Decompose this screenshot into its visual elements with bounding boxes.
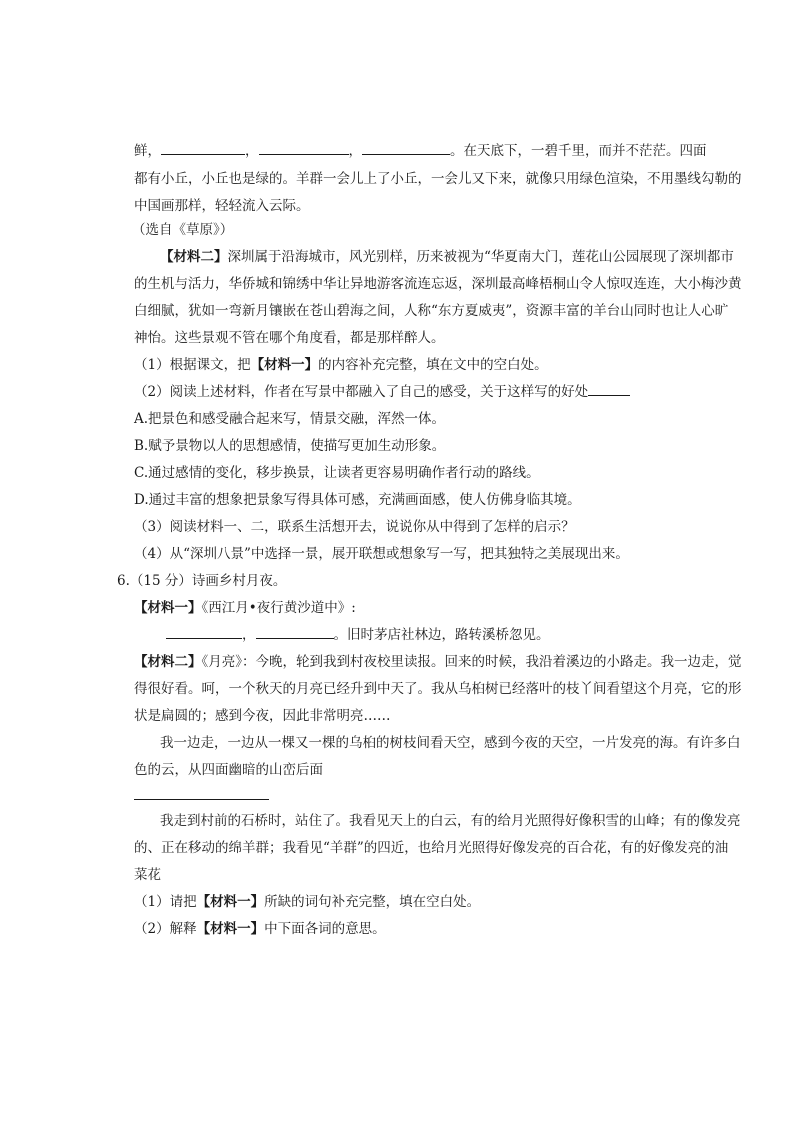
material1-line-1 bbox=[134, 141, 707, 161]
question-1 bbox=[134, 355, 548, 375]
option-d: D.通过丰富的想象把景象写得具体可感，充满画面感，使人仿佛身临其境。 bbox=[134, 492, 581, 508]
material2-moon-line-1 bbox=[134, 652, 742, 672]
material2-tag: 【材料二】 bbox=[160, 249, 228, 265]
text: 鲜， bbox=[134, 143, 161, 159]
text: （2）阅读上述材料，作者在写景中都融入了自己的感受，关于这样写的好处 bbox=[134, 384, 589, 400]
material2-line-4: 神怡。这些景观不管在哪个角度看，都是那样醉人。 bbox=[134, 330, 445, 346]
paragraph2-line-2: 色的云，从四面幽暗的山峦后面 bbox=[134, 762, 323, 778]
text: 所缺的词句补充完整，填在空白处。 bbox=[264, 894, 481, 910]
material1-line-3: 中国画那样，轻轻流入云际。 bbox=[134, 198, 310, 214]
paragraph3-line-2: 的、正在移动的绵羊群；我看见“羊群”的四近，也给月光照得好像发亮的百合花，有的好像发亮的油 bbox=[134, 840, 729, 856]
text: 深圳属于沿海城市，风光别样，历来被视为“华夏南大门，莲花山公园展现了深圳都市 bbox=[227, 249, 734, 265]
poem-blank-2[interactable] bbox=[256, 626, 334, 639]
material2-moon-line-2: 得很好看。呵，一个秋天的月亮已经升到中天了。我从乌桕树已经落叶的枝丫间看望这个月亮，它的形 bbox=[134, 681, 742, 697]
material1-line-2: 都有小丘，小丘也是绿的。羊群一会儿上了小丘，一会儿又下来，就像只用绿色渲染，不用墨线勾勒的 bbox=[134, 171, 742, 187]
material-tag: 【材料一】 bbox=[134, 600, 202, 616]
question-4: （4）从“深圳八景”中选择一景，展开联想或想象写一写，把其独特之美展现出来。 bbox=[134, 546, 629, 562]
fill-blank-3[interactable] bbox=[362, 142, 450, 155]
text: 中下面各词的意思。 bbox=[264, 921, 386, 937]
material-tag: 【材料一】 bbox=[196, 921, 265, 937]
question-3: （3）阅读材料一、二，联系生活想开去，说说你从中得到了怎样的启示？ bbox=[134, 519, 575, 535]
material-tag: 【材料一】 bbox=[196, 894, 265, 910]
text: 。在天底下，一碧千里，而并不茫茫。四面 bbox=[450, 143, 707, 159]
option-b: B.赋予景物以人的思想感情，使描写更加生动形象。 bbox=[134, 438, 446, 454]
question-6-1 bbox=[134, 892, 480, 912]
poem-title: 《西江月•夜行黄沙道中》: bbox=[201, 600, 356, 616]
question-6-2 bbox=[134, 919, 386, 939]
material2-line-2: 的生机与活力，华侨城和锦绣中华让异地游客流连忘返，深圳最高峰梧桐山令人惊叹连连，大小梅沙黄 bbox=[134, 276, 742, 292]
text: ， bbox=[242, 627, 256, 643]
material2-moon-line-3: 状是扁圆的；感到今夜，因此非常明亮…… bbox=[134, 708, 391, 724]
material2-line-3: 白细腻，犹如一弯新月镶嵌在苍山碧海之间，人称“东方夏威夷”，资源丰富的羊台山同时也让人心旷 bbox=[134, 303, 729, 319]
paragraph2-line-1: 我一边走，一边从一棵又一棵的乌桕的树枝间看天空，感到今夜的天空，一片发亮的海。有许多白 bbox=[160, 735, 741, 751]
text: 《月亮》：今晚，轮到我到村夜校里读报。回来的时候，我沿着溪边的小路走。我一边走，觉 bbox=[201, 654, 742, 670]
poem-line bbox=[166, 625, 550, 645]
fill-blank-1[interactable] bbox=[161, 142, 245, 155]
question-2 bbox=[134, 382, 630, 402]
fill-blank-2[interactable] bbox=[259, 142, 349, 155]
answer-blank-line[interactable] bbox=[134, 799, 269, 800]
material2-line-1 bbox=[160, 247, 734, 267]
material-tag: 【材料二】 bbox=[134, 654, 202, 670]
text: ， bbox=[245, 143, 259, 159]
answer-blank[interactable] bbox=[588, 383, 630, 396]
material1-title bbox=[134, 598, 356, 618]
text: ， bbox=[348, 143, 362, 159]
paragraph3-line-1: 我走到村前的石桥时，站住了。我看见天上的白云，有的给月光照得好像积雪的山峰；有的像发亮 bbox=[160, 813, 741, 829]
paragraph3-line-3: 菜花 bbox=[134, 867, 161, 883]
text: （1）请把 bbox=[134, 894, 197, 910]
question-6-heading: 6.（15 分）诗画乡村月夜。 bbox=[117, 573, 287, 589]
text: 的内容补充完整，填在文中的空白处。 bbox=[318, 357, 548, 373]
material-tag: 【材料一】 bbox=[250, 357, 319, 373]
source-note: （选自《草原》） bbox=[132, 222, 234, 238]
text: （1）根据课文，把 bbox=[134, 357, 251, 373]
poem-blank-1[interactable] bbox=[166, 626, 242, 639]
text: 。旧时茅店社林边，路转溪桥忽见。 bbox=[333, 627, 550, 643]
text: （2）解释 bbox=[134, 921, 197, 937]
option-a: A.把景色和感受融合起来写，情景交融，浑然一体。 bbox=[134, 411, 446, 427]
option-c: C.通过感情的变化，移步换景，让读者更容易明确作者行动的路线。 bbox=[134, 465, 540, 481]
